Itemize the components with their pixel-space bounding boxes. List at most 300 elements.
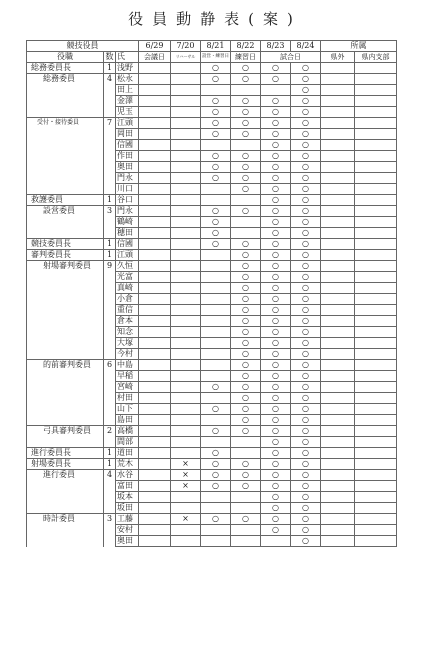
date-cell: 6/29 — [139, 41, 171, 52]
attendance-circle: ○ — [231, 173, 261, 184]
empty-cell — [231, 503, 261, 514]
count-cell: 1 — [104, 448, 116, 459]
attendance-circle: ○ — [291, 173, 321, 184]
practice-day-label: 練習日 — [231, 52, 261, 63]
name-cell: 信國 — [116, 140, 139, 151]
count-cell — [104, 525, 116, 536]
empty-cell — [139, 393, 171, 404]
setup-practice-label: 設営・練習日 — [201, 52, 231, 63]
empty-cell — [201, 525, 231, 536]
out-of-prefecture-cell — [321, 261, 355, 272]
empty-cell — [201, 327, 231, 338]
attendance-circle: ○ — [261, 206, 291, 217]
out-of-prefecture-cell — [321, 327, 355, 338]
attendance-circle: ○ — [291, 184, 321, 195]
empty-cell — [201, 338, 231, 349]
empty-cell — [201, 371, 231, 382]
count-cell: 1 — [104, 239, 116, 250]
attendance-circle: ○ — [291, 371, 321, 382]
attendance-circle: ○ — [201, 63, 231, 74]
out-of-prefecture-cell — [321, 360, 355, 371]
empty-cell — [171, 129, 201, 140]
out-of-prefecture-cell — [321, 316, 355, 327]
role-cell: 競技委員長 — [27, 239, 104, 250]
empty-cell — [171, 371, 201, 382]
count-cell: 1 — [104, 63, 116, 74]
count-cell — [104, 173, 116, 184]
table-row — [27, 426, 397, 437]
count-cell: 4 — [104, 470, 116, 481]
role-cell — [27, 338, 104, 349]
in-prefecture-branch-cell — [355, 283, 397, 294]
in-prefecture-branch-cell — [355, 459, 397, 470]
empty-cell — [171, 283, 201, 294]
table-row — [27, 228, 397, 239]
empty-cell — [171, 327, 201, 338]
attendance-circle: ○ — [261, 481, 291, 492]
empty-cell — [139, 481, 171, 492]
attendance-circle: ○ — [291, 217, 321, 228]
attendance-circle: ○ — [231, 118, 261, 129]
empty-cell — [139, 525, 171, 536]
empty-cell — [139, 228, 171, 239]
in-prefecture-branch-cell — [355, 140, 397, 151]
in-prefecture-branch-cell — [355, 437, 397, 448]
role-cell — [27, 316, 104, 327]
attendance-circle: ○ — [261, 74, 291, 85]
attendance-circle: ○ — [261, 283, 291, 294]
attendance-circle: ○ — [261, 316, 291, 327]
out-of-prefecture-cell — [321, 437, 355, 448]
name-cell: 早稲 — [116, 371, 139, 382]
date-cell: 7/20 — [171, 41, 201, 52]
out-of-prefecture-cell — [321, 305, 355, 316]
name-cell: 田上 — [116, 85, 139, 96]
table-row — [27, 492, 397, 503]
out-of-prefecture-cell — [321, 184, 355, 195]
empty-cell — [139, 96, 171, 107]
empty-cell — [139, 151, 171, 162]
table-row — [27, 129, 397, 140]
empty-cell — [139, 63, 171, 74]
count-cell — [104, 151, 116, 162]
empty-cell — [231, 536, 261, 547]
count-cell — [104, 294, 116, 305]
attendance-circle: ○ — [261, 261, 291, 272]
empty-cell — [171, 448, 201, 459]
attendance-circle: ○ — [291, 327, 321, 338]
empty-cell — [231, 492, 261, 503]
role-cell: 審判委員長 — [27, 250, 104, 261]
name-cell: 奥田 — [116, 536, 139, 547]
attendance-circle: ○ — [291, 107, 321, 118]
out-of-prefecture-cell — [321, 228, 355, 239]
out-of-prefecture-cell — [321, 536, 355, 547]
table-row — [27, 404, 397, 415]
name-cell: 高橋 — [116, 426, 139, 437]
table-row — [27, 217, 397, 228]
count-cell — [104, 85, 116, 96]
empty-cell — [201, 503, 231, 514]
empty-cell — [171, 151, 201, 162]
in-prefecture-branch-cell — [355, 228, 397, 239]
in-prefecture-branch-cell — [355, 195, 397, 206]
attendance-circle: ○ — [201, 206, 231, 217]
name-cell: 真崎 — [116, 283, 139, 294]
count-cell: 7 — [104, 118, 116, 129]
attendance-circle: ○ — [261, 349, 291, 360]
count-cell: 9 — [104, 261, 116, 272]
role-cell — [27, 404, 104, 415]
attendance-circle: ○ — [291, 415, 321, 426]
empty-cell — [171, 382, 201, 393]
empty-cell — [139, 74, 171, 85]
match-day-label: 試合日 — [261, 52, 321, 63]
attendance-circle: ○ — [291, 338, 321, 349]
count-cell — [104, 481, 116, 492]
role-cell: 射場審判委員 — [27, 261, 104, 272]
in-prefecture-branch-cell — [355, 426, 397, 437]
empty-cell — [171, 173, 201, 184]
in-prefecture-branch-cell — [355, 536, 397, 547]
empty-cell — [201, 294, 231, 305]
attendance-circle: ○ — [201, 96, 231, 107]
attendance-circle: ○ — [201, 151, 231, 162]
attendance-circle: ○ — [261, 217, 291, 228]
rehearsal-label: リハーサル — [171, 52, 201, 63]
out-of-prefecture-cell — [321, 206, 355, 217]
in-prefecture-branch-cell — [355, 184, 397, 195]
attendance-circle: ○ — [201, 481, 231, 492]
role-cell — [27, 349, 104, 360]
in-prefecture-branch-cell — [355, 118, 397, 129]
count-cell: 1 — [104, 459, 116, 470]
empty-cell — [139, 118, 171, 129]
attendance-circle: ○ — [231, 459, 261, 470]
in-prefecture-branch-cell — [355, 393, 397, 404]
attendance-circle: ○ — [291, 118, 321, 129]
name-cell: 道田 — [116, 448, 139, 459]
out-of-prefecture-cell — [321, 393, 355, 404]
in-prefecture-branch-cell — [355, 74, 397, 85]
role-cell — [27, 382, 104, 393]
out-of-prefecture-cell — [321, 162, 355, 173]
empty-cell — [171, 74, 201, 85]
name-cell: 穂田 — [116, 228, 139, 239]
attendance-circle: ○ — [291, 162, 321, 173]
role-cell: 救護委員 — [27, 195, 104, 206]
attendance-circle: ○ — [231, 371, 261, 382]
role-cell: 弓具審判委員 — [27, 426, 104, 437]
count-cell — [104, 437, 116, 448]
role-cell — [27, 217, 104, 228]
header-row-1 — [27, 41, 397, 52]
out-of-prefecture-cell — [321, 107, 355, 118]
count-cell: 1 — [104, 250, 116, 261]
role-cell — [27, 371, 104, 382]
table-row — [27, 536, 397, 547]
table-row — [27, 283, 397, 294]
count-cell — [104, 536, 116, 547]
name-cell: 間部 — [116, 437, 139, 448]
in-prefecture-branch-cell — [355, 151, 397, 162]
name-cell: 谷口 — [116, 195, 139, 206]
empty-cell — [139, 250, 171, 261]
table-row — [27, 327, 397, 338]
table-row — [27, 206, 397, 217]
name-cell: 鶴崎 — [116, 217, 139, 228]
out-of-prefecture-cell — [321, 272, 355, 283]
role-cell — [27, 85, 104, 96]
attendance-circle: ○ — [291, 393, 321, 404]
table-row — [27, 162, 397, 173]
count-cell — [104, 371, 116, 382]
count-cell — [104, 283, 116, 294]
absence-cross: × — [171, 470, 201, 481]
name-cell: 児玉 — [116, 107, 139, 118]
name-cell: 安村 — [116, 525, 139, 536]
attendance-circle: ○ — [201, 459, 231, 470]
attendance-circle: ○ — [261, 459, 291, 470]
name-label: 氏 — [116, 52, 139, 63]
table-row — [27, 503, 397, 514]
attendance-circle: ○ — [201, 217, 231, 228]
name-cell: 倉本 — [116, 316, 139, 327]
empty-cell — [201, 305, 231, 316]
attendance-circle: ○ — [291, 272, 321, 283]
name-cell: 坂田 — [116, 503, 139, 514]
table-row — [27, 63, 397, 74]
attendance-circle: ○ — [231, 250, 261, 261]
empty-cell — [171, 294, 201, 305]
out-of-prefecture-cell — [321, 503, 355, 514]
in-prefecture-branch-cell — [355, 96, 397, 107]
empty-cell — [171, 140, 201, 151]
attendance-circle: ○ — [231, 349, 261, 360]
in-prefecture-branch-cell — [355, 415, 397, 426]
attendance-circle: ○ — [291, 426, 321, 437]
empty-cell — [201, 393, 231, 404]
count-cell — [104, 217, 116, 228]
empty-cell — [171, 184, 201, 195]
schedule-table — [26, 40, 397, 547]
role-cell: 総務委員長 — [27, 63, 104, 74]
attendance-circle: ○ — [261, 173, 291, 184]
out-of-prefecture-cell — [321, 239, 355, 250]
in-prefecture-branch-cell — [355, 338, 397, 349]
attendance-circle: ○ — [201, 74, 231, 85]
empty-cell — [139, 437, 171, 448]
role-cell: 時計委員 — [27, 514, 104, 525]
table-row — [27, 415, 397, 426]
name-cell: 今村 — [116, 349, 139, 360]
group-label: 競技役員 — [27, 41, 139, 52]
empty-cell — [231, 228, 261, 239]
attendance-circle: ○ — [291, 470, 321, 481]
out-of-prefecture-cell — [321, 63, 355, 74]
attendance-circle: ○ — [261, 294, 291, 305]
empty-cell — [201, 283, 231, 294]
empty-cell — [139, 338, 171, 349]
attendance-circle: ○ — [291, 404, 321, 415]
empty-cell — [139, 85, 171, 96]
out-of-prefecture-cell — [321, 415, 355, 426]
table-row — [27, 272, 397, 283]
attendance-circle: ○ — [261, 250, 291, 261]
attendance-circle: ○ — [231, 327, 261, 338]
empty-cell — [139, 173, 171, 184]
table-row — [27, 360, 397, 371]
table-row — [27, 107, 397, 118]
empty-cell — [201, 250, 231, 261]
empty-cell — [171, 239, 201, 250]
attendance-circle: ○ — [291, 492, 321, 503]
empty-cell — [201, 184, 231, 195]
attendance-circle: ○ — [231, 151, 261, 162]
out-of-prefecture-label: 県外 — [321, 52, 355, 63]
role-cell — [27, 140, 104, 151]
empty-cell — [139, 459, 171, 470]
empty-cell — [171, 272, 201, 283]
empty-cell — [139, 316, 171, 327]
empty-cell — [171, 261, 201, 272]
attendance-circle: ○ — [231, 294, 261, 305]
table-row — [27, 470, 397, 481]
count-cell — [104, 140, 116, 151]
empty-cell — [139, 514, 171, 525]
attendance-circle: ○ — [231, 470, 261, 481]
name-cell: 門永 — [116, 206, 139, 217]
empty-cell — [201, 316, 231, 327]
attendance-circle: ○ — [261, 195, 291, 206]
attendance-circle: ○ — [231, 393, 261, 404]
table-row — [27, 85, 397, 96]
empty-cell — [171, 492, 201, 503]
empty-cell — [201, 272, 231, 283]
role-cell — [27, 536, 104, 547]
empty-cell — [171, 305, 201, 316]
table-row — [27, 316, 397, 327]
name-cell: 富田 — [116, 481, 139, 492]
attendance-circle: ○ — [291, 129, 321, 140]
attendance-circle: ○ — [261, 305, 291, 316]
empty-cell — [171, 217, 201, 228]
attendance-circle: ○ — [261, 228, 291, 239]
table-row — [27, 96, 397, 107]
empty-cell — [139, 448, 171, 459]
attendance-circle: ○ — [231, 206, 261, 217]
in-prefecture-branch-cell — [355, 349, 397, 360]
out-of-prefecture-cell — [321, 217, 355, 228]
empty-cell — [139, 107, 171, 118]
role-cell: 進行委員 — [27, 470, 104, 481]
empty-cell — [261, 536, 291, 547]
name-cell: 浅野 — [116, 63, 139, 74]
out-of-prefecture-cell — [321, 382, 355, 393]
attendance-circle: ○ — [201, 426, 231, 437]
table-row — [27, 239, 397, 250]
name-cell: 奥田 — [116, 162, 139, 173]
attendance-circle: ○ — [231, 107, 261, 118]
out-of-prefecture-cell — [321, 140, 355, 151]
table-row — [27, 151, 397, 162]
role-cell — [27, 151, 104, 162]
out-of-prefecture-cell — [321, 514, 355, 525]
name-cell: 小倉 — [116, 294, 139, 305]
empty-cell — [261, 85, 291, 96]
name-cell: 工藤 — [116, 514, 139, 525]
count-cell — [104, 349, 116, 360]
table-row — [27, 261, 397, 272]
attendance-circle: ○ — [231, 316, 261, 327]
empty-cell — [171, 349, 201, 360]
empty-cell — [139, 415, 171, 426]
attendance-circle: ○ — [231, 63, 261, 74]
empty-cell — [139, 272, 171, 283]
table-row — [27, 140, 397, 151]
empty-cell — [171, 503, 201, 514]
empty-cell — [139, 382, 171, 393]
table-row — [27, 437, 397, 448]
count-cell — [104, 184, 116, 195]
attendance-circle: ○ — [261, 63, 291, 74]
attendance-circle: ○ — [231, 382, 261, 393]
attendance-circle: ○ — [231, 272, 261, 283]
attendance-circle: ○ — [261, 393, 291, 404]
attendance-circle: ○ — [231, 360, 261, 371]
table-row — [27, 74, 397, 85]
table-row — [27, 338, 397, 349]
in-prefecture-branch-cell — [355, 448, 397, 459]
role-cell: 射場委員長 — [27, 459, 104, 470]
count-cell — [104, 305, 116, 316]
role-cell — [27, 162, 104, 173]
attendance-circle: ○ — [261, 360, 291, 371]
attendance-circle: ○ — [261, 525, 291, 536]
role-cell — [27, 107, 104, 118]
table-row — [27, 448, 397, 459]
in-prefecture-branch-cell — [355, 250, 397, 261]
name-cell: 岡田 — [116, 129, 139, 140]
empty-cell — [171, 250, 201, 261]
empty-cell — [231, 217, 261, 228]
attendance-circle: ○ — [231, 426, 261, 437]
table-row — [27, 349, 397, 360]
date-cell: 8/24 — [291, 41, 321, 52]
in-prefecture-branch-cell — [355, 272, 397, 283]
attendance-circle: ○ — [261, 129, 291, 140]
out-of-prefecture-cell — [321, 173, 355, 184]
empty-cell — [139, 327, 171, 338]
empty-cell — [231, 437, 261, 448]
table-row — [27, 294, 397, 305]
absence-cross: × — [171, 481, 201, 492]
empty-cell — [139, 162, 171, 173]
attendance-circle: ○ — [261, 107, 291, 118]
out-of-prefecture-cell — [321, 525, 355, 536]
table-row — [27, 459, 397, 470]
role-cell — [27, 129, 104, 140]
name-cell: 久恒 — [116, 261, 139, 272]
empty-cell — [231, 448, 261, 459]
empty-cell — [139, 492, 171, 503]
attendance-circle: ○ — [291, 261, 321, 272]
attendance-circle: ○ — [291, 250, 321, 261]
attendance-circle: ○ — [201, 107, 231, 118]
count-cell — [104, 129, 116, 140]
table-row — [27, 525, 397, 536]
empty-cell — [139, 305, 171, 316]
